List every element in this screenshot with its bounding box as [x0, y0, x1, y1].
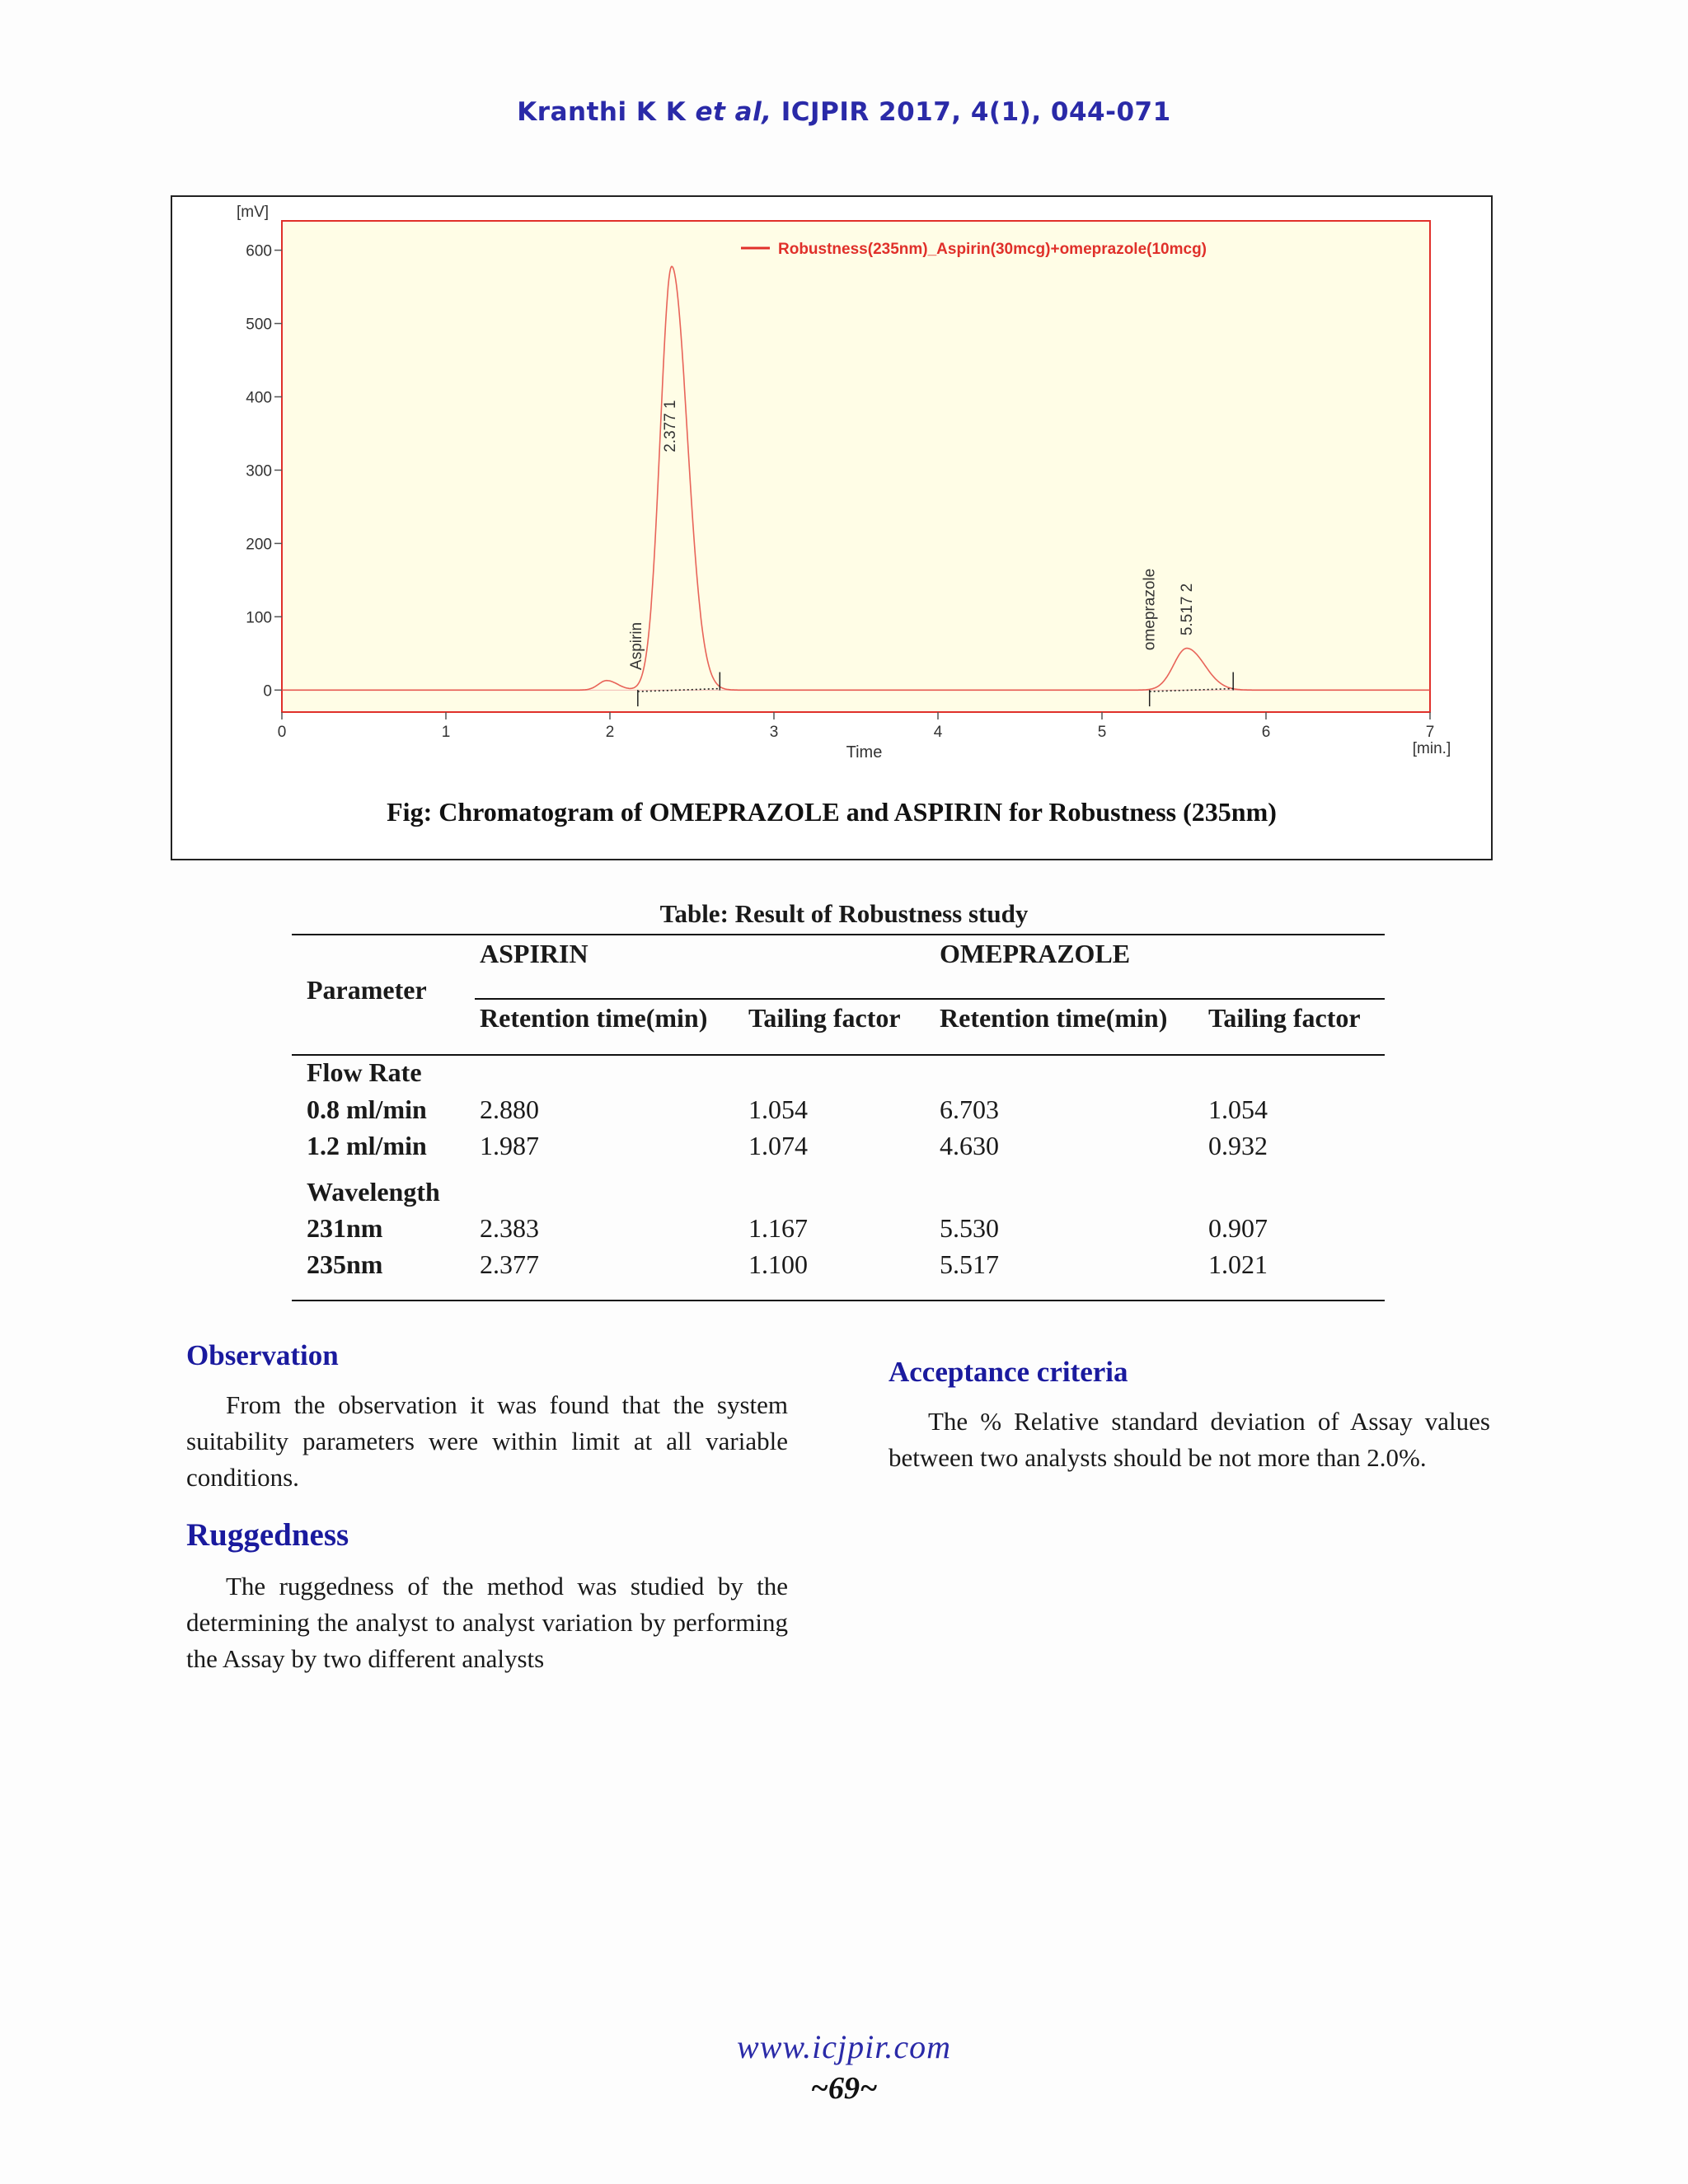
x-axis-unit: [min.]	[1412, 740, 1451, 757]
table-cell: 1.054	[748, 1094, 808, 1124]
table-cell: 1.074	[748, 1131, 808, 1160]
x-tick-label: 1	[441, 724, 451, 741]
y-axis-label: [mV]	[237, 204, 270, 221]
running-head-author: Kranthi K K	[517, 97, 696, 127]
y-tick-label: 600	[246, 242, 272, 260]
table-cell: 2.383	[480, 1213, 539, 1243]
table-bottom-rule	[292, 1300, 1385, 1301]
observation-text: From the observation it was found that the system suitability parameters were within limit at all variable conditions.	[186, 1390, 788, 1492]
table-sub-rule	[475, 998, 1385, 1000]
plot-area	[282, 221, 1430, 712]
x-tick-label: 3	[769, 724, 779, 741]
y-tick-label: 100	[246, 609, 272, 627]
y-tick-label: 0	[263, 682, 272, 701]
x-tick-label: 5	[1097, 724, 1107, 741]
running-head-etal: et al,	[695, 97, 772, 127]
table-cell: 1.167	[748, 1213, 808, 1243]
footer-url: www.icjpir.com	[737, 2028, 951, 2065]
observation-heading: Observation	[186, 1339, 339, 1371]
x-tick-label: 7	[1425, 724, 1435, 741]
table-section-title: Wavelength	[307, 1177, 440, 1207]
figure-caption: Fig: Chromatogram of OMEPRAZOLE and ASPIRIN for Robustness (235nm)	[387, 797, 1277, 827]
peak-annotation: 5.517 2	[1178, 583, 1196, 636]
acceptance-heading: Acceptance criteria	[889, 1356, 1128, 1388]
table-cell: 5.517	[940, 1249, 999, 1279]
table-cell: 6.703	[940, 1094, 999, 1124]
x-axis-label: Time	[846, 743, 883, 762]
table-cell: 1.987	[480, 1131, 539, 1160]
table-row-label: 1.2 ml/min	[307, 1131, 427, 1160]
table-section-title: Flow Rate	[307, 1057, 422, 1087]
table-cell: 1.100	[748, 1249, 808, 1279]
table-row-label: 235nm	[307, 1249, 383, 1279]
y-tick-label: 400	[246, 389, 272, 407]
table-cell: 0.907	[1208, 1213, 1268, 1243]
x-tick-label: 6	[1261, 724, 1271, 741]
table-caption: Table: Result of Robustness study	[659, 899, 1029, 928]
table-cell: 1.021	[1208, 1249, 1268, 1279]
table-subheader-aspirin-rt: Retention time(min)	[480, 1003, 708, 1033]
table-row-label: 231nm	[307, 1213, 383, 1243]
table-parameter-header: Parameter	[307, 975, 427, 1005]
acceptance-text: The % Relative standard deviation of Assay values between two analysts should be not more than 2.0%.	[889, 1407, 1490, 1472]
table-cell: 4.630	[940, 1131, 999, 1160]
table-cell: 0.932	[1208, 1131, 1268, 1160]
legend-label: Robustness(235nm)_Aspirin(30mcg)+omeprazole(10mcg)	[778, 241, 1207, 258]
y-tick-label: 200	[246, 536, 272, 554]
chromatogram-figure	[171, 195, 1493, 860]
page-number: ~69~	[810, 2071, 878, 2106]
x-tick-label: 2	[605, 724, 615, 741]
peak-annotation: 2.377 1	[662, 400, 680, 452]
ruggedness-text: The ruggedness of the method was studied by the determining the analyst to analyst variation by performing the Assay by two different analysts	[186, 1572, 788, 1673]
peak-annotation: omeprazole	[1141, 568, 1159, 651]
table-group-aspirin: ASPIRIN	[480, 939, 588, 968]
x-tick-label: 0	[277, 724, 287, 741]
x-tick-label: 4	[933, 724, 943, 741]
table-cell: 5.530	[940, 1213, 999, 1243]
ruggedness-heading: Ruggedness	[186, 1517, 349, 1553]
chromatogram-chart	[172, 197, 1491, 790]
y-tick-label: 500	[246, 316, 272, 334]
table-cell: 1.054	[1208, 1094, 1268, 1124]
running-head	[0, 97, 1688, 127]
table-subheader-omeprazole-rt: Retention time(min)	[940, 1003, 1168, 1033]
table-subheader-omeprazole-tf: Tailing factor	[1208, 1003, 1361, 1033]
table-row-label: 0.8 ml/min	[307, 1094, 427, 1124]
table-cell: 2.377	[480, 1249, 539, 1279]
running-head-citation: ICJPIR 2017, 4(1), 044-071	[771, 97, 1171, 127]
table-subheader-aspirin-tf: Tailing factor	[748, 1003, 901, 1033]
peak-annotation: Aspirin	[627, 621, 645, 670]
table-top-rule	[292, 934, 1385, 935]
y-tick-label: 300	[246, 462, 272, 480]
table-cell: 2.880	[480, 1094, 539, 1124]
table-group-omeprazole: OMEPRAZOLE	[940, 939, 1131, 968]
table-header-rule	[292, 1054, 1385, 1056]
